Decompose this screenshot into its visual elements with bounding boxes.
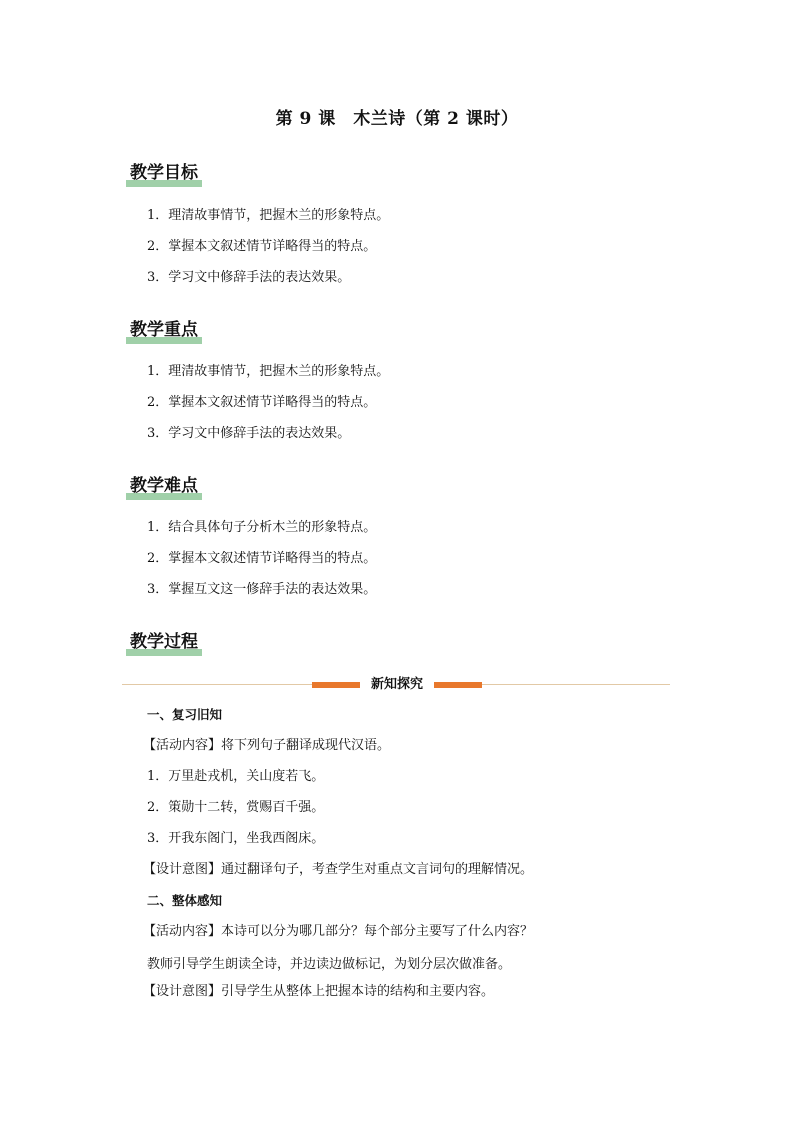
translation-item-2: 2．策勋十二转，赏赐百千强。 (147, 800, 325, 815)
page-title: 第 9 课 木兰诗（第 2 课时） (275, 109, 519, 129)
banner-label: 新知探究 (360, 676, 434, 694)
goal-item-1: 1．理清故事情节，把握木兰的形象特点。 (147, 208, 390, 223)
translation-item-3: 3．开我东阁门，坐我西阁床。 (147, 831, 325, 846)
section-heading-key-points-label: 教学重点 (130, 320, 198, 340)
translation-item-1: 1．万里赴戎机，关山度若飞。 (147, 769, 325, 784)
goal-item-2: 2．掌握本文叙述情节详略得当的特点。 (147, 239, 377, 254)
activity-content: 【活动内容】本诗可以分为哪几部分？每个部分主要写了什么内容？ (143, 924, 534, 939)
section-heading-process-label: 教学过程 (130, 632, 198, 652)
section-heading-goals-label: 教学目标 (130, 163, 198, 183)
goal-item-3: 3．学习文中修辞手法的表达效果。 (147, 270, 351, 285)
difficulty-item-3: 3．掌握互文这一修辞手法的表达效果。 (147, 582, 377, 597)
section-heading-difficulties-label: 教学难点 (130, 476, 198, 496)
key-point-item-2: 2．掌握本文叙述情节详略得当的特点。 (147, 395, 377, 410)
section-heading-key-points (126, 320, 202, 340)
difficulty-item-1: 1．结合具体句子分析木兰的形象特点。 (147, 520, 377, 535)
teacher-note: 教师引导学生朗读全诗，并边读边做标记，为划分层次做准备。 (147, 957, 512, 972)
difficulty-item-2: 2．掌握本文叙述情节详略得当的特点。 (147, 551, 377, 566)
section-heading-process (126, 632, 202, 652)
section-heading-goals (126, 163, 202, 183)
key-point-item-1: 1．理清故事情节，把握木兰的形象特点。 (147, 364, 390, 379)
activity-content: 【活动内容】将下列句子翻译成现代汉语。 (143, 738, 391, 753)
design-intent: 【设计意图】引导学生从整体上把握本诗的结构和主要内容。 (143, 984, 495, 999)
section-heading-difficulties (126, 476, 202, 496)
subsection-heading-review: 一、复习旧知 (147, 707, 223, 722)
design-intent: 【设计意图】通过翻译句子，考查学生对重点文言词句的理解情况。 (143, 862, 534, 877)
key-point-item-3: 3．学习文中修辞手法的表达效果。 (147, 426, 351, 441)
subsection-heading-overview: 二、整体感知 (147, 893, 223, 908)
